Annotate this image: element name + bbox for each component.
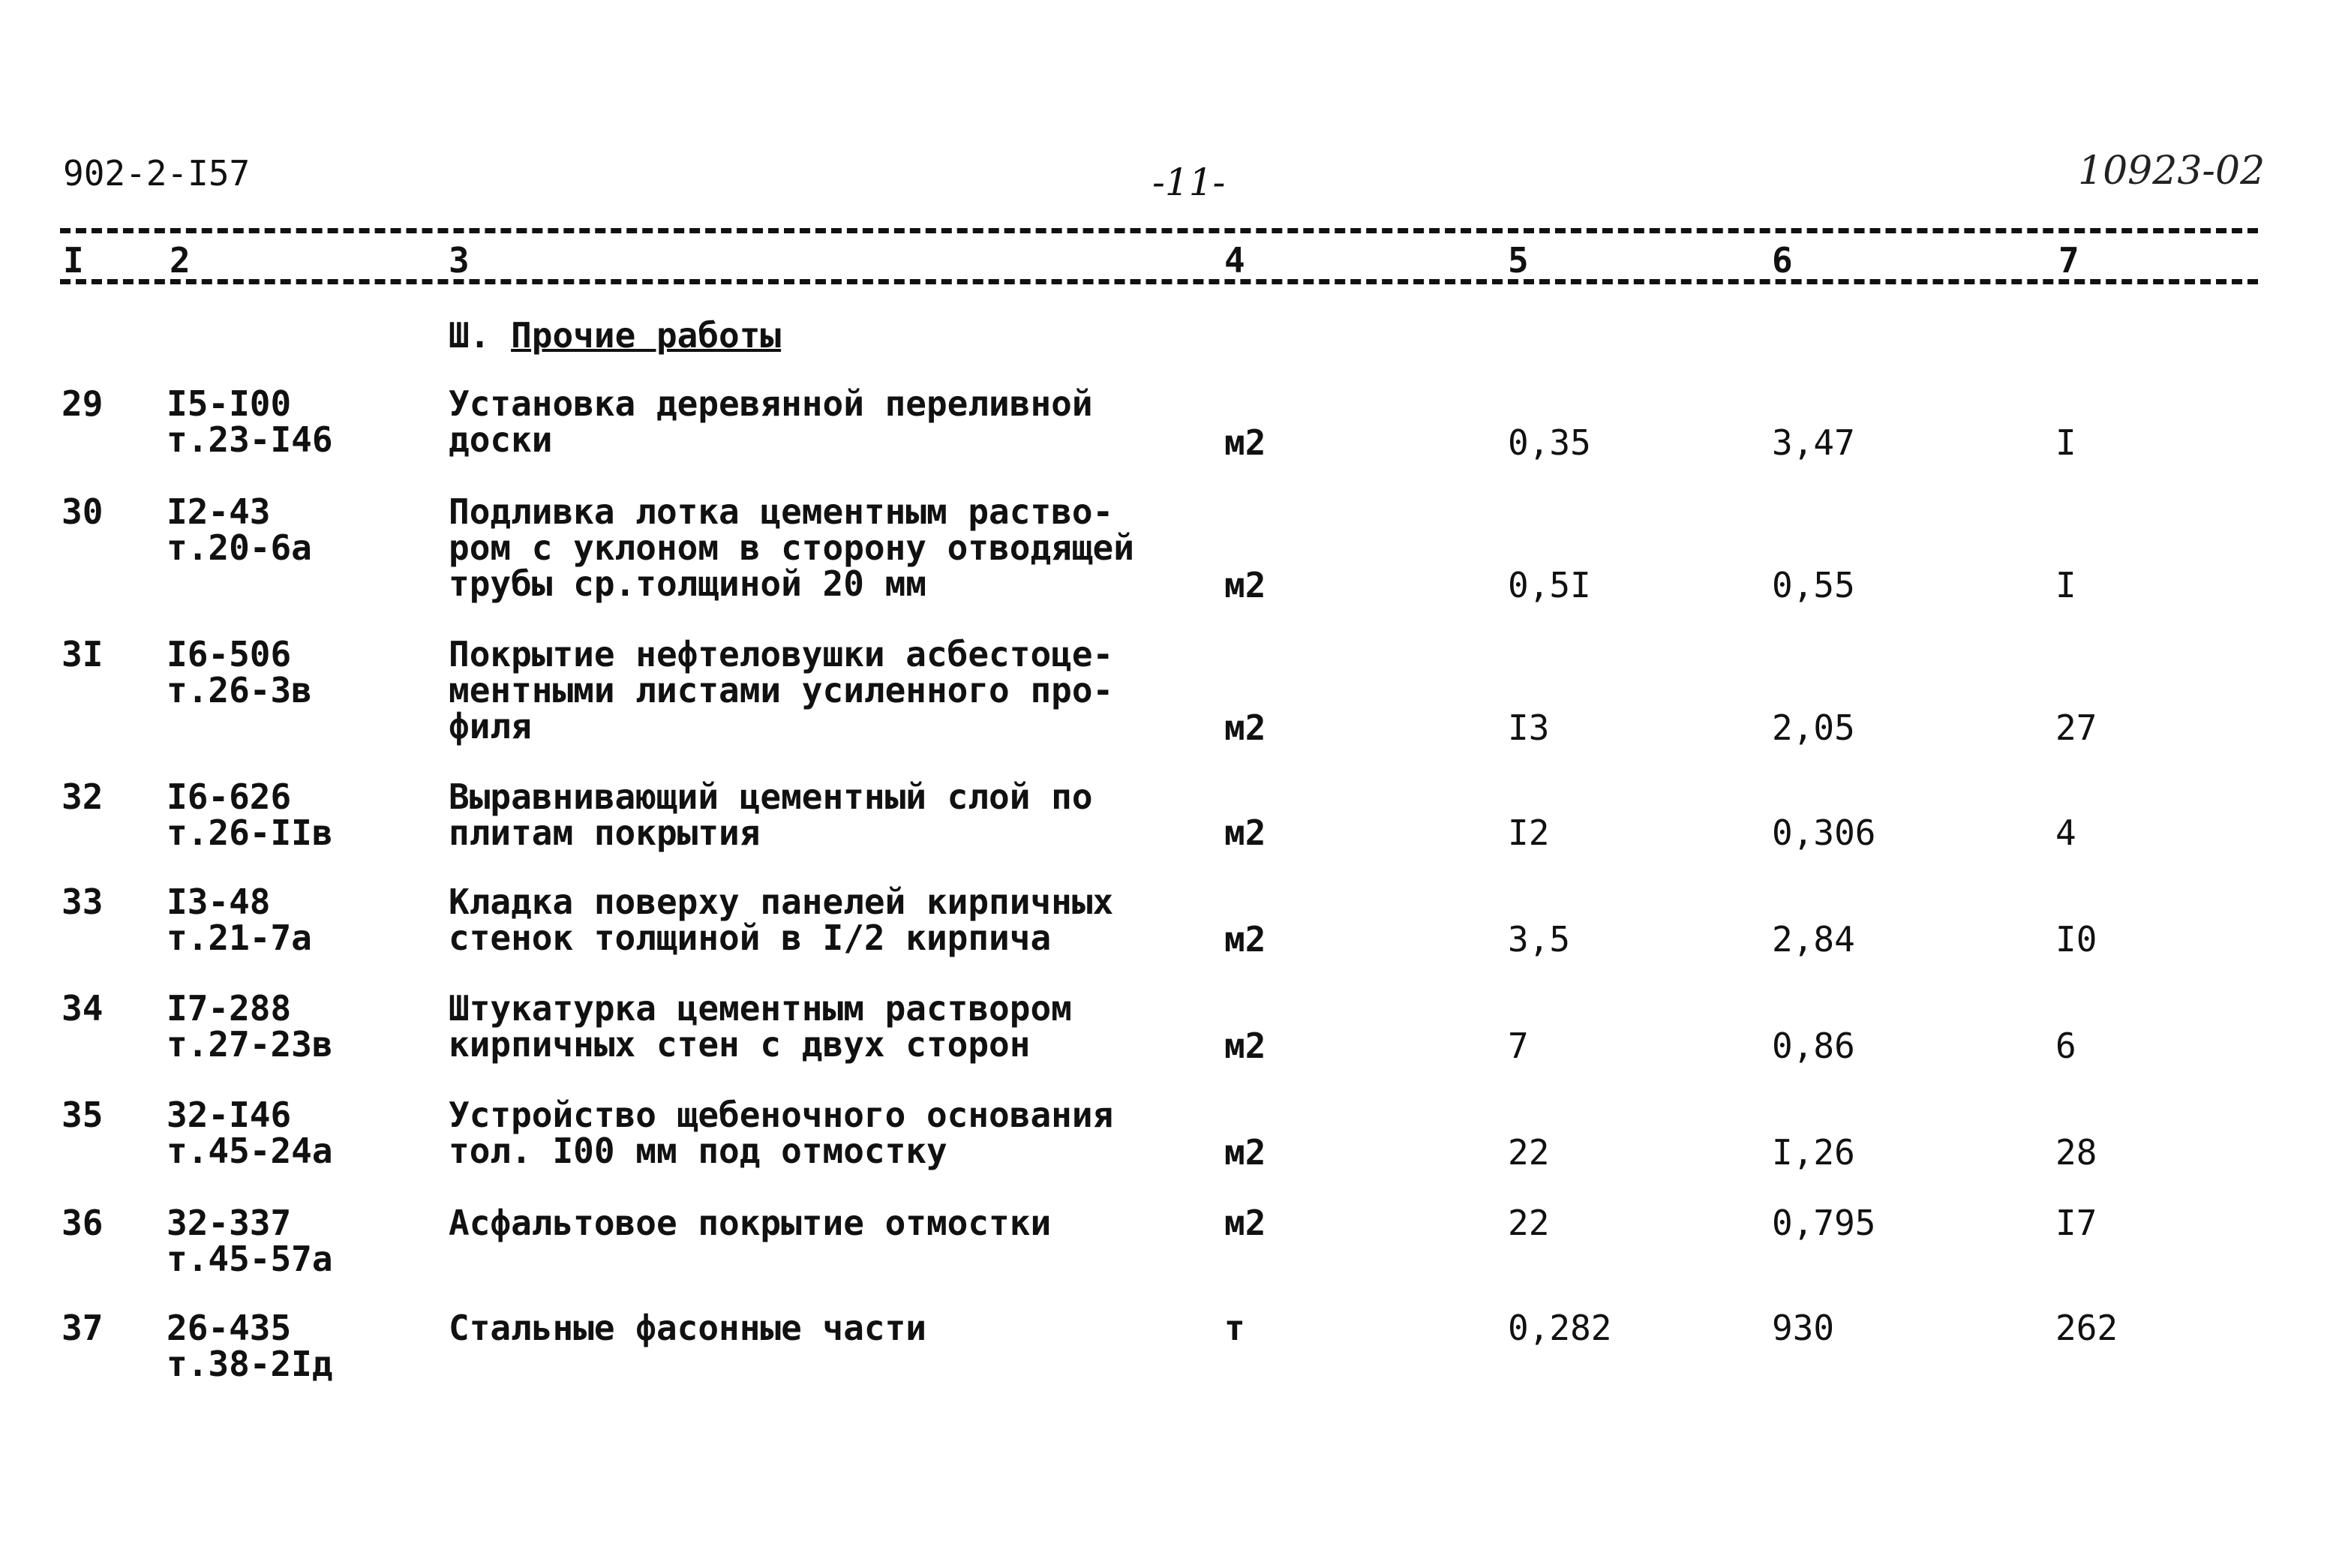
unit: м2 bbox=[1224, 422, 1266, 463]
unit-cost: I,26 bbox=[1772, 1132, 1855, 1173]
rate-code: I3-48 т.21-7а bbox=[167, 882, 312, 958]
work-description: Асфальтовое покрытие отмостки bbox=[449, 1203, 1052, 1243]
column-number-6: 6 bbox=[1772, 240, 1793, 281]
rate-code: 32-337 т.45-57а bbox=[167, 1203, 333, 1279]
row-number: 34 bbox=[62, 988, 104, 1029]
work-description: Установка деревянной переливной доски bbox=[449, 383, 1093, 460]
total-cost: I7 bbox=[2055, 1203, 2097, 1243]
row-number: 36 bbox=[62, 1203, 104, 1243]
work-description: Устройство щебеночного основания тол. I00 мм под отмостку bbox=[449, 1095, 1114, 1171]
section-numeral: Ш. bbox=[449, 315, 491, 356]
header-bottom-rule bbox=[60, 279, 2258, 284]
unit-cost: 0,86 bbox=[1772, 1026, 1855, 1066]
rate-code: 32-I46 т.45-24а bbox=[167, 1095, 333, 1171]
document-code: 902-2-I57 bbox=[63, 153, 251, 194]
unit-cost: 930 bbox=[1772, 1308, 1835, 1348]
row-number: 33 bbox=[62, 882, 104, 922]
total-cost: 27 bbox=[2055, 707, 2097, 748]
quantity: I3 bbox=[1508, 707, 1550, 748]
total-cost: 6 bbox=[2055, 1026, 2076, 1066]
column-number-3: 3 bbox=[449, 240, 470, 281]
row-number: 3I bbox=[62, 634, 104, 674]
total-cost: 262 bbox=[2055, 1308, 2118, 1348]
unit: м2 bbox=[1224, 919, 1266, 960]
quantity: 0,282 bbox=[1508, 1308, 1612, 1348]
rate-code: I7-288 т.27-23в bbox=[167, 988, 333, 1065]
total-cost: I bbox=[2055, 422, 2076, 463]
total-cost: I0 bbox=[2055, 919, 2097, 960]
unit-cost: 0,795 bbox=[1772, 1203, 1876, 1243]
rate-code: I5-I00 т.23-I46 bbox=[167, 383, 333, 460]
column-number-1: I bbox=[63, 240, 84, 281]
unit: м2 bbox=[1224, 813, 1266, 853]
unit-cost: 0,306 bbox=[1772, 813, 1876, 853]
row-number: 30 bbox=[62, 491, 104, 532]
rate-code: I6-506 т.26-3в bbox=[167, 634, 312, 710]
work-description: Покрытие нефтеловушки асбестоце- ментными листами усиленного про- филя bbox=[449, 634, 1114, 746]
quantity: 3,5 bbox=[1508, 919, 1571, 960]
column-number-7: 7 bbox=[2058, 240, 2079, 281]
unit-cost: 2,05 bbox=[1772, 707, 1855, 748]
section-title bbox=[449, 315, 781, 356]
row-number: 37 bbox=[62, 1308, 104, 1348]
quantity: 7 bbox=[1508, 1026, 1529, 1066]
rate-code: 26-435 т.38-2Iд bbox=[167, 1308, 333, 1384]
unit: м2 bbox=[1224, 565, 1266, 605]
row-number: 32 bbox=[62, 776, 104, 817]
unit: т bbox=[1224, 1308, 1245, 1348]
column-number-2: 2 bbox=[170, 240, 191, 281]
rate-code: I2-43 т.20-6а bbox=[167, 491, 312, 568]
unit-cost: 3,47 bbox=[1772, 422, 1855, 463]
page-number: -11- bbox=[1152, 161, 1226, 204]
column-number-5: 5 bbox=[1508, 240, 1529, 281]
unit: м2 bbox=[1224, 1203, 1266, 1243]
unit-cost: 2,84 bbox=[1772, 919, 1855, 960]
total-cost: 4 bbox=[2055, 813, 2076, 853]
quantity: I2 bbox=[1508, 813, 1550, 853]
row-number: 29 bbox=[62, 383, 104, 424]
row-number: 35 bbox=[62, 1095, 104, 1135]
unit: м2 bbox=[1224, 1132, 1266, 1173]
column-number-4: 4 bbox=[1224, 240, 1245, 281]
unit-cost: 0,55 bbox=[1772, 565, 1855, 605]
sheet-code: 10923-02 bbox=[2078, 149, 2265, 194]
section-title-text: Прочие работы bbox=[511, 315, 782, 356]
work-description: Стальные фасонные части bbox=[449, 1308, 926, 1348]
rate-code: I6-626 т.26-IIв bbox=[167, 776, 333, 853]
unit: м2 bbox=[1224, 1026, 1266, 1066]
total-cost: 28 bbox=[2055, 1132, 2097, 1173]
quantity: 22 bbox=[1508, 1132, 1550, 1173]
quantity: 0,35 bbox=[1508, 422, 1591, 463]
work-description: Кладка поверху панелей кирпичных стенок толщиной в I/2 кирпича bbox=[449, 882, 1114, 958]
unit: м2 bbox=[1224, 707, 1266, 748]
work-description: Подливка лотка цементным раство- ром с уклоном в сторону отводящей трубы ср.толщиной 20 мм bbox=[449, 491, 1134, 604]
quantity: 0,5I bbox=[1508, 565, 1591, 605]
quantity: 22 bbox=[1508, 1203, 1550, 1243]
total-cost: I bbox=[2055, 565, 2076, 605]
work-description: Штукатурка цементным раствором кирпичных стен с двух сторон bbox=[449, 988, 1072, 1065]
header-top-rule bbox=[60, 228, 2258, 233]
work-description: Выравнивающий цементный слой по плитам покрытия bbox=[449, 776, 1093, 853]
